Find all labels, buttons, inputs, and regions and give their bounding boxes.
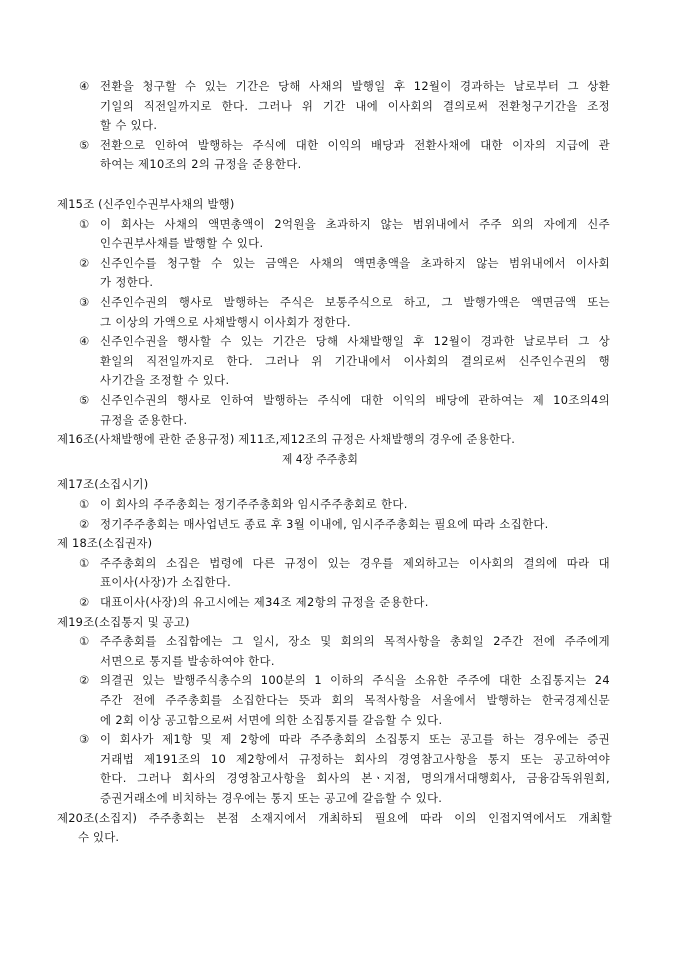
text-line: 신주인수를 청구할 수 있는 금액은 사채의 액면총액을 초과하지 않는 범위내에서 이사회	[100, 255, 610, 270]
text-line: 주주총회의 소집은 법령에 다른 규정이 있는 경우를 제외하고는 이사회의 결의에 따라 대	[100, 555, 610, 570]
text-line: 신주인수권을 행사할 수 있는 기간은 당해 사채발행일 후 12월이 경과한 날로부터 그 상	[100, 334, 610, 349]
clause-number: ④	[79, 334, 90, 349]
text-line: 서면으로 통지를 발송하여야 한다.	[100, 653, 275, 668]
text-line: 전환으로 인하여 발행하는 주식에 대한 이익의 배당과 전환사채에 대한 이자의 지급에 관	[100, 137, 610, 152]
clause-number: ①	[79, 555, 90, 570]
text-line: 이 회사의 주주총회는 정기주주총회와 임시주주총회로 한다.	[100, 497, 408, 511]
text-line: 주간 전에 주주총회를 소집한다는 뜻과 회의 목적사항을 서울에서 발행하는 한국경제신문	[100, 693, 610, 707]
text-line: 의결권 있는 발행주식총수의 100분의 1 이하의 주식을 소유한 주주에 대한 소집통지는 24	[100, 673, 610, 688]
text-line: 제19조(소집통지 및 공고)	[57, 614, 190, 629]
text-line: 전환을 청구할 수 있는 기간은 당해 사채의 발행일 후 12월이 경과하는 날로부터 그 상환	[100, 79, 610, 93]
text-line: 제15조 (신주인수권부사채의 발행)	[57, 197, 235, 211]
clause-number: ⑤	[79, 137, 90, 152]
clause-number: ①	[79, 497, 90, 511]
clause-number: ②	[79, 516, 90, 531]
text-line: 인수권부사채를 발행할 수 있다.	[100, 236, 264, 251]
text-line: 제20조(소집지) 주주총회는 본점 소재지에서 개최하되 필요에 따라 이의 인접지역에서도 개최할	[57, 810, 612, 825]
text-line: 표이사(사장)가 소집한다.	[100, 575, 232, 590]
clause-number: ③	[79, 732, 90, 747]
text-line: 제16조(사채발행에 관한 준용규정) 제11조,제12조의 규정은 사채발행의 경우에 준용한다.	[57, 432, 516, 447]
clause-number: ②	[79, 673, 90, 688]
text-line: 수 있다.	[78, 830, 120, 845]
text-line: 신주인수권의 행사로 인하여 발행하는 주식에 대한 이익의 배당에 관하여는 제 10조의4의	[100, 393, 610, 407]
text-line: 제 4장 주주총회	[282, 451, 358, 466]
text-line: 정기주주총회는 매사업년도 종료 후 3월 이내에, 임시주주총회는 필요에 따라 소집한다.	[100, 516, 549, 531]
clause-number: ④	[79, 79, 90, 93]
clause-number: ②	[79, 255, 90, 270]
text-line: 대표이사(사장)의 유고시에는 제34조 제2항의 규정을 준용한다.	[100, 595, 429, 609]
clause-number: ⑤	[79, 393, 90, 407]
text-line: 제 18조(소집권자)	[57, 536, 153, 551]
text-line: 가 정한다.	[100, 275, 154, 290]
text-line: 거래법 제191조의 10 제2항에서 규정하는 회사의 경영참고사항을 통지 또는 공고하여야	[100, 751, 610, 766]
clause-number: ①	[79, 216, 90, 231]
text-line: 그 이상의 가액으로 사채발행시 이사회가 정한다.	[100, 314, 351, 329]
text-line: 주주총회를 소집함에는 그 일시, 장소 및 회의의 목적사항을 총회일 2주간 전에 주주에게	[100, 634, 610, 649]
text-line: 할 수 있다.	[100, 118, 158, 133]
clause-number: ③	[79, 295, 90, 309]
clause-number: ①	[79, 634, 90, 649]
text-line: 기일의 직전일까지로 한다. 그러나 위 기간 내에 이사회의 결의로써 전환청구기간을 조정	[100, 98, 610, 113]
text-line: 증권거래소에 비치하는 경우에는 통지 또는 공고에 갈음할 수 있다.	[100, 791, 443, 805]
text-line: 환일의 직전일까지로 한다. 그러나 위 기간내에서 이사회의 결의로써 신주인수권의 행	[100, 353, 610, 368]
text-line: 제17조(소집시기)	[57, 477, 149, 492]
clause-number: ②	[79, 595, 90, 609]
text-line: 신주인수권의 행사로 발행하는 주식은 보통주식으로 하고, 그 발행가액은 액면금액 또는	[100, 295, 610, 309]
text-line: 규정을 준용한다.	[100, 412, 188, 427]
text-line: 하여는 제10조의 2의 규정을 준용한다.	[100, 157, 302, 172]
text-line: 이 회사는 사채의 액면총액이 2억원을 초과하지 않는 범위내에서 주주 외의 자에게 신주	[100, 216, 610, 231]
text-line: 한다. 그러나 회사의 경영참고사항을 회사의 본ㆍ지점, 명의개서대행회사, 금융감독위원회,	[100, 771, 610, 786]
text-line: 에 2회 이상 공고함으로써 서면에 의한 소집통지를 갈음할 수 있다.	[100, 712, 443, 727]
text-line: 사기간을 조정할 수 있다.	[100, 373, 230, 388]
text-line: 이 회사가 제1항 및 제 2항에 따라 주주총회의 소집통지 또는 공고를 하는 경우에는 증권	[100, 732, 610, 747]
